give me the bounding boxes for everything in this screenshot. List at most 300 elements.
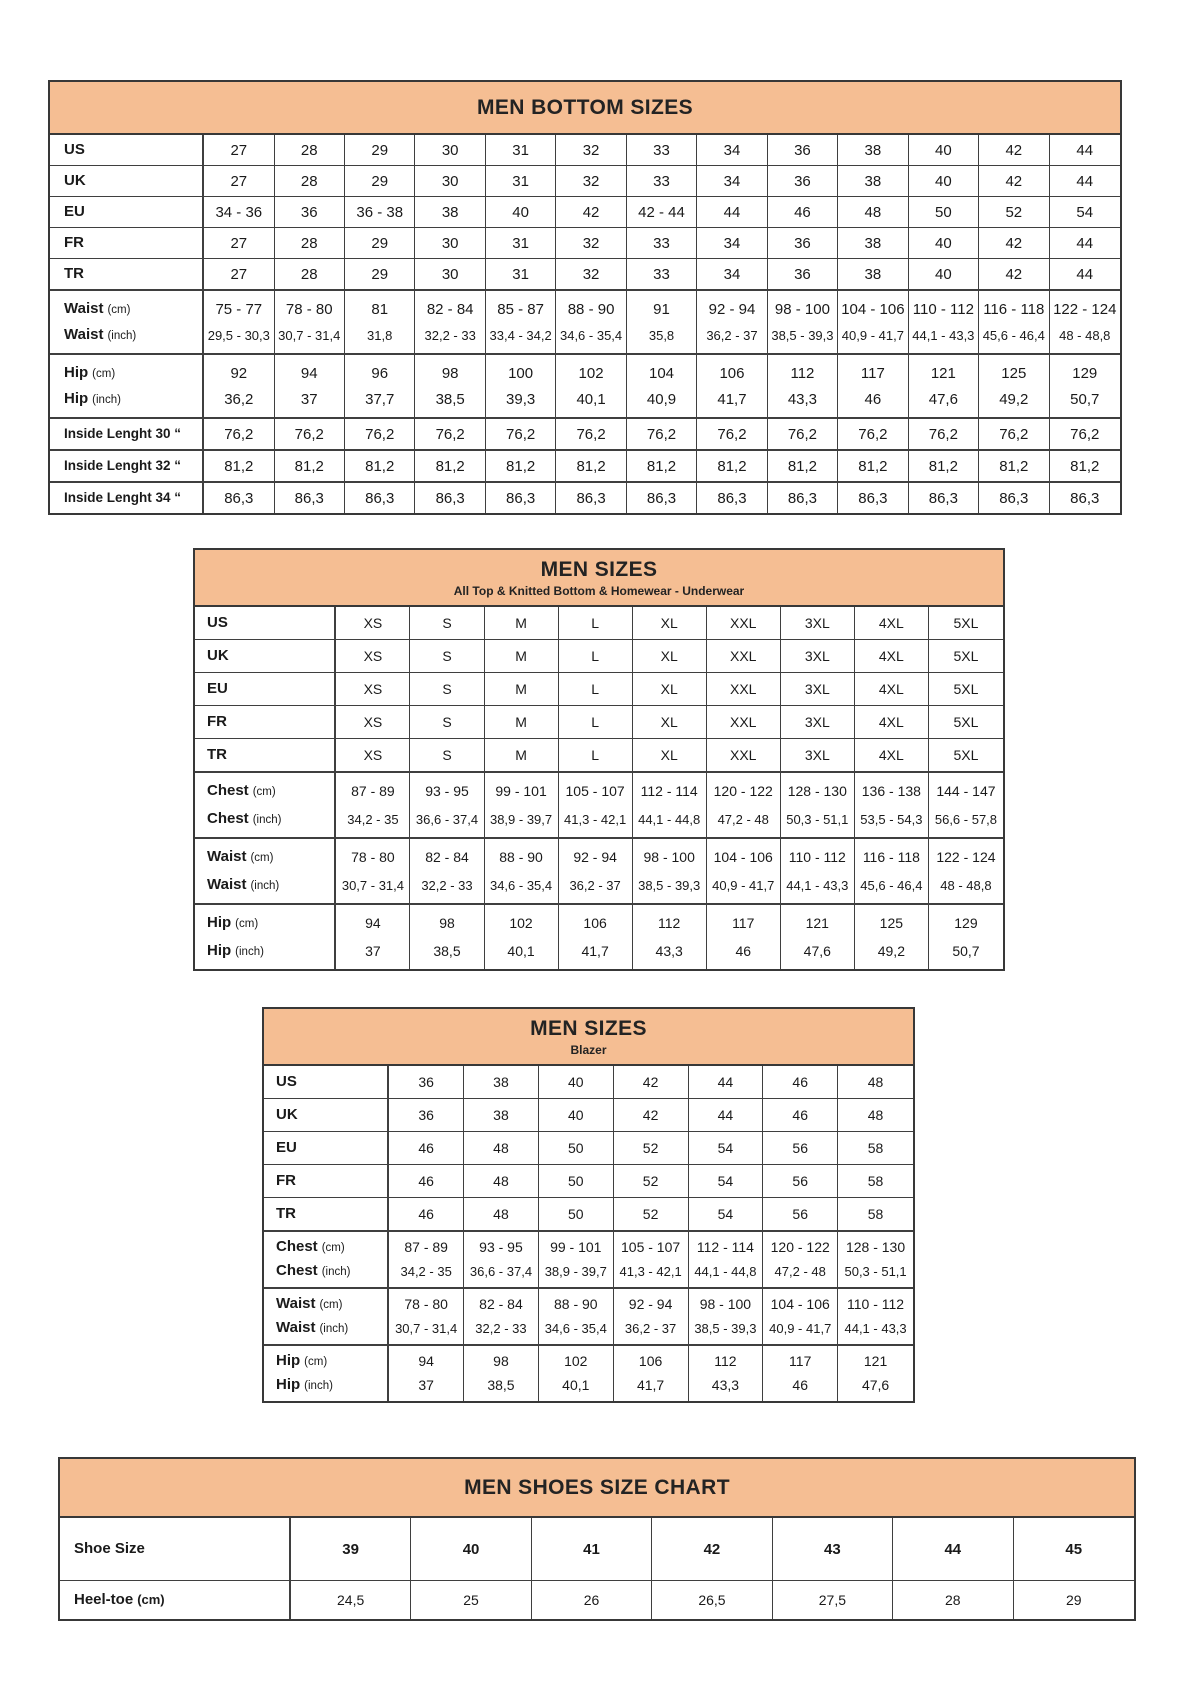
size-cell: 99 - 101 xyxy=(485,771,559,805)
table-row xyxy=(195,639,1003,672)
size-cell: 47,6 xyxy=(781,937,855,969)
row-label-text: Hip xyxy=(276,1376,301,1393)
row-label-text: Waist xyxy=(276,1295,316,1312)
table-subtitle: All Top & Knitted Bottom & Homewear - Underwear xyxy=(453,584,745,598)
size-cell: 81,2 xyxy=(697,449,767,481)
row-label xyxy=(195,607,336,639)
row-label-text: EU xyxy=(276,1139,297,1156)
size-cell: 50 xyxy=(909,196,979,227)
row-label xyxy=(195,672,336,705)
size-grid xyxy=(60,1518,1134,1619)
table-row xyxy=(264,1197,913,1230)
size-cell: 42 xyxy=(979,165,1049,196)
size-cell: 34 xyxy=(697,165,767,196)
row-label-text: FR xyxy=(276,1172,296,1189)
size-cell: 44 xyxy=(893,1518,1013,1580)
size-cell: 40,9 xyxy=(627,386,697,417)
size-cell: 76,2 xyxy=(697,417,767,449)
size-cell: L xyxy=(559,738,633,771)
row-label xyxy=(195,805,336,837)
size-cell: 76,2 xyxy=(627,417,697,449)
size-cell: 38,5 xyxy=(410,937,484,969)
table-row xyxy=(60,1518,1134,1580)
size-cell: 52 xyxy=(614,1197,689,1230)
size-cell: 86,3 xyxy=(909,481,979,513)
size-cell: 46 xyxy=(707,937,781,969)
row-label xyxy=(195,771,336,805)
row-label xyxy=(50,165,204,196)
row-label-text: Inside Lenght 34 “ xyxy=(64,490,182,505)
size-cell: 121 xyxy=(838,1344,913,1373)
row-label xyxy=(264,1131,389,1164)
size-cell: S xyxy=(410,738,484,771)
size-cell: S xyxy=(410,639,484,672)
size-cell: 50,7 xyxy=(1070,390,1100,408)
size-cell: 81,2 xyxy=(627,449,697,481)
size-cell: 43,3 xyxy=(633,937,707,969)
size-cell: 44 xyxy=(689,1066,764,1098)
size-cell: 86,3 xyxy=(697,481,767,513)
size-cell: 38,5 xyxy=(464,1373,539,1401)
size-cell: 4XL xyxy=(855,639,929,672)
size-cell: 38 xyxy=(838,165,908,196)
row-label-text: TR xyxy=(64,265,84,282)
size-cell: 40 xyxy=(909,227,979,258)
size-cell: 48 xyxy=(838,1098,913,1131)
row-label xyxy=(195,837,336,871)
size-cell: 31,8 xyxy=(345,322,415,353)
size-cell: 76,2 xyxy=(1050,417,1120,449)
size-cell: 27 xyxy=(204,165,274,196)
size-cell: 40 xyxy=(411,1518,531,1580)
size-cell: 52 xyxy=(614,1131,689,1164)
size-cell: 144 - 147 xyxy=(929,771,1003,805)
size-cell: 81,2 xyxy=(275,449,345,481)
size-cell: 40 xyxy=(909,135,979,165)
size-cell: 40 xyxy=(909,165,979,196)
size-cell: 81,2 xyxy=(1050,449,1120,481)
size-cell: 30,7 - 31,4 xyxy=(275,322,345,353)
size-cell: 56,6 - 57,8 xyxy=(934,811,998,827)
size-grid xyxy=(195,607,1003,969)
size-cell: 47,6 xyxy=(861,1377,890,1393)
size-cell: 48 xyxy=(464,1197,539,1230)
size-cell: 102 xyxy=(556,353,626,386)
size-cell: 86,3 xyxy=(979,481,1049,513)
size-cell: 87 - 89 xyxy=(389,1230,464,1259)
size-cell: 86,3 xyxy=(556,481,626,513)
table-row xyxy=(195,837,1003,871)
size-cell: 39 xyxy=(291,1518,411,1580)
size-cell: 128 - 130 xyxy=(838,1230,913,1259)
row-label-text: EU xyxy=(64,203,85,220)
size-cell: 34 xyxy=(697,135,767,165)
size-cell: L xyxy=(559,639,633,672)
size-cell: 44 xyxy=(1050,165,1120,196)
row-label xyxy=(264,1164,389,1197)
table-row xyxy=(195,705,1003,738)
size-cell: 81,2 xyxy=(768,449,838,481)
size-cell: L xyxy=(559,607,633,639)
size-cell: 76,2 xyxy=(275,417,345,449)
size-cell: 4XL xyxy=(855,672,929,705)
size-cell: 122 - 124 xyxy=(929,837,1003,871)
size-cell: 37 xyxy=(275,386,345,417)
size-cell: 76,2 xyxy=(345,417,415,449)
row-label xyxy=(50,322,204,353)
row-label-text: US xyxy=(207,614,228,631)
men-sizes-tops-table xyxy=(193,548,1005,971)
size-cell: 54 xyxy=(689,1197,764,1230)
size-cell: 45 xyxy=(1065,1540,1083,1558)
size-cell: 30 xyxy=(415,227,485,258)
size-cell: 86,3 xyxy=(838,481,908,513)
size-cell: 34 - 36 xyxy=(204,196,274,227)
size-cell: 129 xyxy=(1050,353,1120,386)
size-cell: 32 xyxy=(556,258,626,289)
row-label xyxy=(195,871,336,903)
table-title: MEN SIZES xyxy=(530,1017,647,1040)
table-title-band xyxy=(195,550,1003,607)
size-cell: 5XL xyxy=(929,639,1003,672)
size-cell: 136 - 138 xyxy=(855,771,929,805)
size-cell: 36 xyxy=(389,1098,464,1131)
table-row xyxy=(50,196,1120,227)
row-label-text: Hip xyxy=(64,364,89,381)
size-cell: 56 xyxy=(763,1131,838,1164)
row-label-text: Chest xyxy=(207,810,249,827)
size-cell: 40,1 xyxy=(539,1373,614,1401)
row-label-unit: (cm) xyxy=(235,918,259,930)
size-cell: S xyxy=(410,607,484,639)
row-label-text: Inside Lenght 30 “ xyxy=(64,426,182,441)
row-label xyxy=(50,417,204,449)
size-cell: 38,9 - 39,7 xyxy=(485,805,559,837)
size-cell: 81,2 xyxy=(979,449,1049,481)
table-row xyxy=(195,805,1003,837)
row-label xyxy=(50,481,204,513)
size-cell: 34 xyxy=(697,227,767,258)
row-label-text: Inside Lenght 32 “ xyxy=(64,458,182,473)
size-cell: 98 xyxy=(415,353,485,386)
size-cell: 38 xyxy=(838,135,908,165)
size-cell: 40 xyxy=(539,1098,614,1131)
size-cell: 34 xyxy=(697,258,767,289)
size-chart-page xyxy=(0,80,1200,1685)
size-cell: 94 xyxy=(275,353,345,386)
size-cell: 34,2 - 35 xyxy=(389,1259,464,1287)
size-cell: 78 - 80 xyxy=(275,289,345,322)
size-cell: 106 xyxy=(614,1344,689,1373)
row-label-unit: (cm) xyxy=(107,304,131,316)
size-cell: 81,2 xyxy=(415,449,485,481)
size-cell: 53,5 - 54,3 xyxy=(855,805,929,837)
size-cell: 106 xyxy=(697,353,767,386)
size-cell: 78 - 80 xyxy=(389,1287,464,1316)
size-cell: 47,2 - 48 xyxy=(707,805,781,837)
size-cell: 42 xyxy=(979,258,1049,289)
row-label xyxy=(195,903,336,937)
size-cell: 112 - 114 xyxy=(633,771,707,805)
size-cell: 36,6 - 37,4 xyxy=(464,1259,539,1287)
size-cell: 58 xyxy=(838,1197,913,1230)
size-cell: XL xyxy=(633,705,707,738)
size-cell: 98 xyxy=(410,903,484,937)
row-label xyxy=(60,1518,291,1580)
size-cell: 43,3 xyxy=(768,386,838,417)
size-cell: 38,5 - 39,3 xyxy=(689,1316,764,1344)
size-cell: 121 xyxy=(909,353,979,386)
table-row xyxy=(50,258,1120,289)
size-cell: 120 - 122 xyxy=(763,1230,838,1259)
size-cell: 36,2 xyxy=(204,386,274,417)
size-cell: 41,7 xyxy=(614,1373,689,1401)
size-cell: 98 xyxy=(464,1344,539,1373)
size-cell: 5XL xyxy=(929,738,1003,771)
size-cell: 76,2 xyxy=(415,417,485,449)
row-label xyxy=(264,1066,389,1098)
size-cell: 58 xyxy=(838,1131,913,1164)
size-cell: 76,2 xyxy=(979,417,1049,449)
row-label-text: Waist xyxy=(276,1319,316,1336)
size-cell: 110 - 112 xyxy=(781,837,855,871)
size-cell: 28 xyxy=(275,227,345,258)
table-subtitle: Blazer xyxy=(570,1043,607,1057)
row-label-unit: (cm) xyxy=(321,1242,345,1254)
row-label xyxy=(195,705,336,738)
size-cell: 5XL xyxy=(929,672,1003,705)
row-label xyxy=(60,1580,291,1619)
size-cell: L xyxy=(559,672,633,705)
size-cell: 56 xyxy=(763,1164,838,1197)
row-label-text: UK xyxy=(207,647,229,664)
row-label-text: US xyxy=(64,141,85,158)
size-cell: 104 xyxy=(627,353,697,386)
size-cell: 33 xyxy=(627,165,697,196)
size-cell: 3XL xyxy=(781,607,855,639)
row-label xyxy=(50,386,204,417)
size-cell: 44,1 - 43,3 xyxy=(844,1320,907,1336)
row-label-text: Waist xyxy=(64,300,104,317)
size-cell: 47,2 - 48 xyxy=(763,1259,838,1287)
size-cell: 43 xyxy=(773,1518,893,1580)
row-label-text: Waist xyxy=(207,876,247,893)
table-row xyxy=(264,1287,913,1316)
size-cell: 50 xyxy=(539,1164,614,1197)
size-cell: M xyxy=(485,738,559,771)
size-cell: 42 xyxy=(556,196,626,227)
size-cell: 86,3 xyxy=(275,481,345,513)
row-label-text: UK xyxy=(64,172,86,189)
size-cell: 3XL xyxy=(781,738,855,771)
size-cell: 98 - 100 xyxy=(633,837,707,871)
row-label-text: Shoe Size xyxy=(74,1540,145,1557)
row-label xyxy=(264,1344,389,1373)
size-cell: 98 - 100 xyxy=(689,1287,764,1316)
size-cell: XL xyxy=(633,607,707,639)
size-cell: 47,6 xyxy=(909,386,979,417)
size-grid xyxy=(264,1066,913,1401)
row-label xyxy=(50,227,204,258)
row-label-text: UK xyxy=(276,1106,298,1123)
row-label-text: Hip xyxy=(207,914,232,931)
size-cell: 35,8 xyxy=(627,322,697,353)
row-label-unit: (inch) xyxy=(252,814,282,826)
size-cell: XS xyxy=(336,705,410,738)
men-bottom-sizes-table xyxy=(48,80,1122,515)
size-cell: 128 - 130 xyxy=(781,771,855,805)
size-cell: 39,3 xyxy=(486,386,556,417)
row-label-text: TR xyxy=(207,746,227,763)
size-cell: 125 xyxy=(855,903,929,937)
size-cell: 44,1 - 44,8 xyxy=(633,805,707,837)
size-cell: 33,4 - 34,2 xyxy=(486,322,556,353)
size-cell: 54 xyxy=(689,1131,764,1164)
size-cell: 76,2 xyxy=(909,417,979,449)
size-cell: 27,5 xyxy=(773,1580,893,1619)
size-cell: M xyxy=(485,672,559,705)
size-cell: M xyxy=(485,639,559,672)
size-cell: 36 - 38 xyxy=(345,196,415,227)
size-cell: 30 xyxy=(415,258,485,289)
size-cell: 38 xyxy=(464,1098,539,1131)
size-cell: 44 xyxy=(1050,227,1120,258)
size-cell: 33 xyxy=(627,227,697,258)
table-row xyxy=(50,449,1120,481)
size-cell: XXL xyxy=(707,639,781,672)
size-cell: 94 xyxy=(389,1344,464,1373)
size-cell: 44 xyxy=(689,1098,764,1131)
size-cell: 81,2 xyxy=(204,449,274,481)
size-cell: 105 - 107 xyxy=(614,1230,689,1259)
size-cell: 31 xyxy=(486,258,556,289)
row-label xyxy=(50,196,204,227)
table-row xyxy=(195,672,1003,705)
size-cell: 42 xyxy=(652,1518,772,1580)
size-cell: 49,2 xyxy=(855,937,929,969)
size-cell: 33 xyxy=(627,135,697,165)
size-cell: 29 xyxy=(345,258,415,289)
size-cell: 81,2 xyxy=(345,449,415,481)
size-cell: 86,3 xyxy=(1050,481,1120,513)
size-cell: 129 xyxy=(929,903,1003,937)
size-cell: 3XL xyxy=(781,672,855,705)
size-cell: 36 xyxy=(768,135,838,165)
size-cell: 29 xyxy=(345,165,415,196)
size-cell: 48 xyxy=(838,196,908,227)
size-cell: 94 xyxy=(336,903,410,937)
size-cell: 25 xyxy=(411,1580,531,1619)
size-cell: 88 - 90 xyxy=(485,837,559,871)
size-cell: 112 xyxy=(689,1344,764,1373)
size-cell: XXL xyxy=(707,738,781,771)
size-cell: 50 xyxy=(539,1197,614,1230)
size-cell: 30 xyxy=(415,165,485,196)
table-title-band xyxy=(60,1459,1134,1518)
size-cell: 46 xyxy=(768,196,838,227)
row-label-text: TR xyxy=(276,1205,296,1222)
size-cell: 88 - 90 xyxy=(539,1287,614,1316)
size-cell: 46 xyxy=(763,1098,838,1131)
size-cell: 38 xyxy=(415,196,485,227)
size-cell: 41,7 xyxy=(697,386,767,417)
size-cell: 30,7 - 31,4 xyxy=(336,871,410,903)
size-cell: XS xyxy=(336,738,410,771)
row-label xyxy=(50,289,204,322)
size-cell: 52 xyxy=(614,1164,689,1197)
size-cell: 86,3 xyxy=(768,481,838,513)
size-cell: 45,6 - 46,4 xyxy=(855,871,929,903)
size-cell: 117 xyxy=(838,353,908,386)
size-cell: 99 - 101 xyxy=(539,1230,614,1259)
size-cell: 98 - 100 xyxy=(768,289,838,322)
size-cell: 37 xyxy=(389,1373,464,1401)
size-cell: 105 - 107 xyxy=(559,771,633,805)
size-cell: 34,2 - 35 xyxy=(336,805,410,837)
size-cell: 3XL xyxy=(781,705,855,738)
size-cell: 46 xyxy=(838,386,908,417)
row-label-text: Hip xyxy=(64,390,89,407)
table-row xyxy=(195,771,1003,805)
size-cell: 78 - 80 xyxy=(336,837,410,871)
size-cell: 50 xyxy=(539,1131,614,1164)
size-cell: 81,2 xyxy=(909,449,979,481)
size-cell: 88 - 90 xyxy=(556,289,626,322)
size-cell: XXL xyxy=(707,705,781,738)
table-row xyxy=(50,165,1120,196)
row-label xyxy=(264,1197,389,1230)
size-cell: L xyxy=(559,705,633,738)
table-row xyxy=(60,1580,1134,1619)
size-cell: 48 xyxy=(464,1164,539,1197)
row-label-unit: (inch) xyxy=(235,946,264,958)
row-label xyxy=(195,738,336,771)
size-cell: 38 xyxy=(838,227,908,258)
size-cell: 92 - 94 xyxy=(559,837,633,871)
size-cell: 117 xyxy=(763,1344,838,1373)
size-cell: 32,2 - 33 xyxy=(464,1316,539,1344)
size-cell: 29 xyxy=(345,227,415,258)
size-cell: 44 xyxy=(1076,141,1094,159)
size-cell: 46 xyxy=(389,1131,464,1164)
size-cell: 36 xyxy=(768,227,838,258)
size-cell: 36 xyxy=(768,165,838,196)
size-cell: 36,2 - 37 xyxy=(559,871,633,903)
size-cell: 81,2 xyxy=(556,449,626,481)
size-cell: 36 xyxy=(275,196,345,227)
table-row xyxy=(50,289,1120,322)
size-cell: 36,2 - 37 xyxy=(614,1316,689,1344)
size-cell: 112 - 114 xyxy=(689,1230,764,1259)
size-cell: 33 xyxy=(627,258,697,289)
size-cell: 40 xyxy=(539,1066,614,1098)
size-cell: 48 - 48,8 xyxy=(940,877,992,893)
row-label xyxy=(264,1373,389,1401)
size-cell: 58 xyxy=(838,1164,913,1197)
size-cell: 104 - 106 xyxy=(763,1287,838,1316)
size-cell: 76,2 xyxy=(838,417,908,449)
row-label-unit: (inch) xyxy=(319,1323,349,1335)
size-cell: 93 - 95 xyxy=(410,771,484,805)
table-row xyxy=(264,1230,913,1259)
size-cell: 4XL xyxy=(855,705,929,738)
size-cell: M xyxy=(485,607,559,639)
size-cell: 38 xyxy=(464,1066,539,1098)
table-row xyxy=(264,1373,913,1401)
row-label-text: Hip xyxy=(276,1352,301,1369)
size-cell: 44 xyxy=(1050,258,1120,289)
size-cell: 28 xyxy=(275,258,345,289)
